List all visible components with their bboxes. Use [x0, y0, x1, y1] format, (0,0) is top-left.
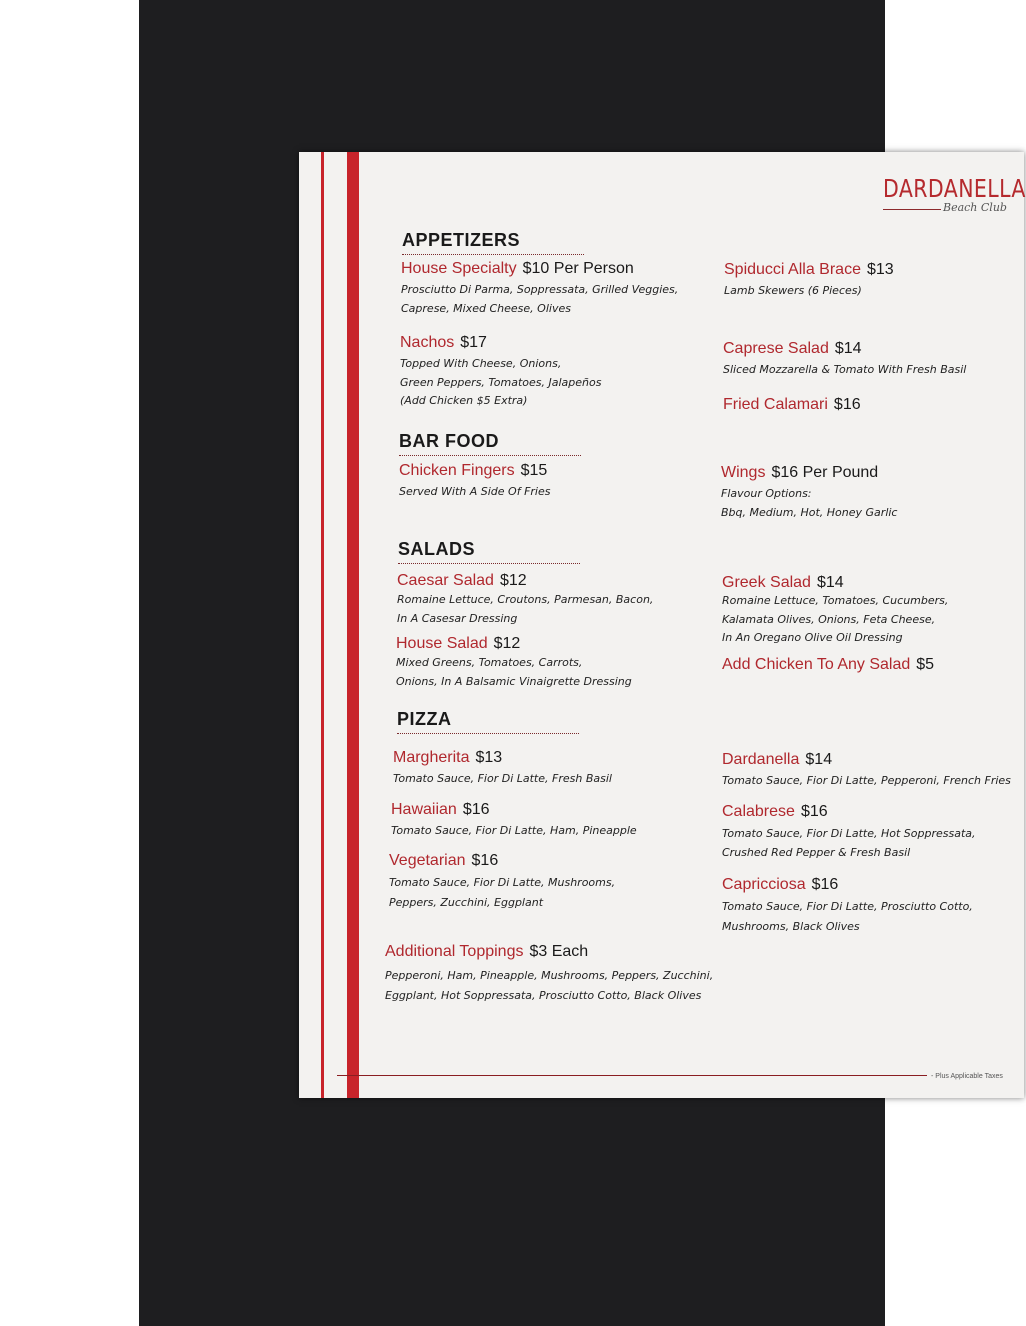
- desc-line: Tomato Sauce, Fior Di Latte, Mushrooms,: [389, 876, 616, 889]
- item-name: Dardanella: [722, 751, 800, 768]
- item-name: Caprese Salad: [723, 340, 829, 357]
- red-stripe-thin: [321, 152, 324, 1098]
- desc-line: Tomato Sauce, Fior Di Latte, Hot Soppressata,: [722, 827, 976, 840]
- footer-rule: [337, 1075, 927, 1076]
- item-name: Nachos: [400, 334, 455, 351]
- item-name: Capricciosa: [722, 876, 806, 893]
- item-description: [397, 591, 653, 628]
- desc-line: Mixed Greens, Tomatoes, Carrots,: [396, 656, 583, 669]
- section-heading-bar-food: BAR FOOD: [399, 431, 499, 451]
- desc-line: Eggplant, Hot Soppressata, Prosciutto Cotto, Black Olives: [385, 989, 702, 1002]
- item-name: Fried Calamari: [723, 396, 828, 413]
- desc-line: Tomato Sauce, Fior Di Latte, Pepperoni, French Fries: [722, 774, 1011, 787]
- desc-line: Pepperoni, Ham, Pineapple, Mushrooms, Peppers, Zucchini,: [385, 969, 714, 982]
- item-description: [389, 873, 615, 913]
- menu-item-chicken-fingers: [399, 462, 550, 502]
- item-name: Chicken Fingers: [399, 462, 515, 479]
- menu-item-capricciosa: [722, 876, 973, 937]
- item-name: Vegetarian: [389, 852, 466, 869]
- item-description: [393, 770, 612, 789]
- menu-item-nachos: [400, 334, 601, 411]
- item-description: [723, 361, 966, 380]
- item-name: Calabrese: [722, 803, 795, 820]
- desc-line: Kalamata Olives, Onions, Feta Cheese,: [722, 612, 936, 626]
- section-heading-salads: SALADS: [398, 539, 476, 559]
- desc-line: Served With A Side Of Fries: [399, 485, 551, 498]
- desc-line: Prosciutto Di Parma, Soppressata, Grilled Veggies,: [401, 283, 679, 296]
- menu-item-caesar-salad: [397, 572, 653, 628]
- menu-photo: [139, 0, 1026, 1326]
- item-price: $17: [460, 334, 487, 351]
- item-description: [399, 483, 550, 502]
- menu-item-calabrese: [722, 803, 976, 862]
- desc-line: Romaine Lettuce, Tomatoes, Cucumbers,: [722, 594, 949, 607]
- brand-logo: [883, 174, 1026, 218]
- menu-item-add-chicken: [722, 656, 934, 674]
- item-name: Add Chicken To Any Salad: [722, 656, 911, 673]
- item-price: $16 Per Pound: [771, 464, 879, 481]
- item-price: $13: [475, 749, 503, 766]
- menu-item-greek-salad: [722, 574, 948, 648]
- menu-item-fried-calamari: [723, 396, 861, 414]
- menu-item-margherita: [393, 749, 612, 789]
- item-name: Wings: [721, 464, 766, 481]
- section-heading-appetizers: APPETIZERS: [402, 230, 521, 250]
- desc-line: Onions, In A Balsamic Vinaigrette Dressing: [396, 674, 632, 688]
- menu-item-house-salad: [396, 635, 632, 691]
- desc-line: Mushrooms, Black Olives: [722, 920, 860, 933]
- item-price: $13: [866, 261, 894, 278]
- desc-line: Tomato Sauce, Fior Di Latte, Fresh Basil: [393, 772, 612, 785]
- item-description: [724, 282, 894, 301]
- item-price: $12: [499, 572, 527, 589]
- menu-item-caprese-salad: [723, 340, 966, 380]
- item-name: House Specialty: [401, 260, 517, 277]
- item-price: $16: [811, 876, 839, 893]
- desc-line: Green Peppers, Tomatoes, Jalapeños: [400, 375, 602, 389]
- item-description: [722, 897, 973, 937]
- red-stripe: [347, 152, 359, 1098]
- menu-item-spiducci: [724, 261, 894, 301]
- desc-line: Peppers, Zucchini, Eggplant: [389, 896, 544, 909]
- menu-item-hawaiian: [391, 801, 637, 841]
- desc-line: Tomato Sauce, Fior Di Latte, Prosciutto Cotto,: [722, 900, 973, 913]
- item-description: [722, 772, 1011, 791]
- desc-line: Tomato Sauce, Fior Di Latte, Ham, Pineapple: [391, 824, 637, 837]
- menu-item-vegetarian: [389, 852, 615, 913]
- item-name: Additional Toppings: [385, 943, 524, 960]
- desc-line: Flavour Options:: [721, 487, 812, 500]
- item-price: $3 Each: [529, 943, 589, 960]
- item-price: $12: [493, 635, 521, 652]
- item-description: [385, 966, 713, 1006]
- desc-line: Sliced Mozzarella & Tomato With Fresh Basil: [723, 363, 967, 376]
- item-name: House Salad: [396, 635, 488, 652]
- item-description: [722, 592, 948, 648]
- item-name: Hawaiian: [391, 801, 457, 818]
- footer-tax-note: - Plus Applicable Taxes: [931, 1073, 1003, 1080]
- logo-underline: [883, 209, 941, 210]
- desc-line: In A Casesar Dressing: [397, 611, 518, 625]
- item-price: $14: [834, 340, 862, 357]
- desc-line: Lamb Skewers (6 Pieces): [724, 284, 862, 297]
- desc-line: In An Oregano Olive Oil Dressing: [722, 631, 903, 644]
- menu-item-house-specialty: [401, 260, 678, 318]
- item-price: $5: [916, 656, 935, 673]
- item-name: Caesar Salad: [397, 572, 494, 589]
- item-price: $14: [816, 574, 844, 591]
- menu-item-dardanella: [722, 751, 1011, 791]
- item-price: $10 Per Person: [522, 260, 634, 277]
- item-price: $16: [833, 396, 861, 413]
- item-price: $16: [462, 801, 490, 818]
- brand-tagline: Beach Club: [943, 201, 1007, 214]
- desc-line: Romaine Lettuce, Croutons, Parmesan, Bacon,: [397, 593, 654, 606]
- menu-item-wings: [721, 464, 897, 522]
- desc-line: Bbq, Medium, Hot, Honey Garlic: [721, 505, 898, 519]
- item-description: [391, 822, 637, 841]
- item-description: [722, 824, 976, 862]
- item-price: $15: [520, 462, 548, 479]
- desc-line: Caprese, Mixed Cheese, Olives: [401, 301, 571, 315]
- menu-page: [299, 152, 1024, 1098]
- desc-line: Crushed Red Pepper & Fresh Basil: [722, 846, 911, 859]
- item-name: Spiducci Alla Brace: [724, 261, 861, 278]
- item-name: Margherita: [393, 749, 470, 766]
- item-price: $16: [800, 803, 828, 820]
- brand-name: DARDANELLA: [883, 174, 1026, 203]
- item-name: Greek Salad: [722, 574, 811, 591]
- item-description: [721, 485, 897, 522]
- section-heading-pizza: PIZZA: [397, 709, 452, 729]
- desc-line: Topped With Cheese, Onions,: [400, 357, 562, 370]
- item-description: [396, 654, 632, 691]
- item-price: $16: [471, 852, 499, 869]
- item-price: $14: [805, 751, 833, 768]
- item-description: [400, 355, 601, 411]
- menu-item-additional-toppings: [385, 943, 713, 1006]
- desc-line: (Add Chicken $5 Extra): [400, 394, 528, 407]
- item-description: [401, 281, 678, 318]
